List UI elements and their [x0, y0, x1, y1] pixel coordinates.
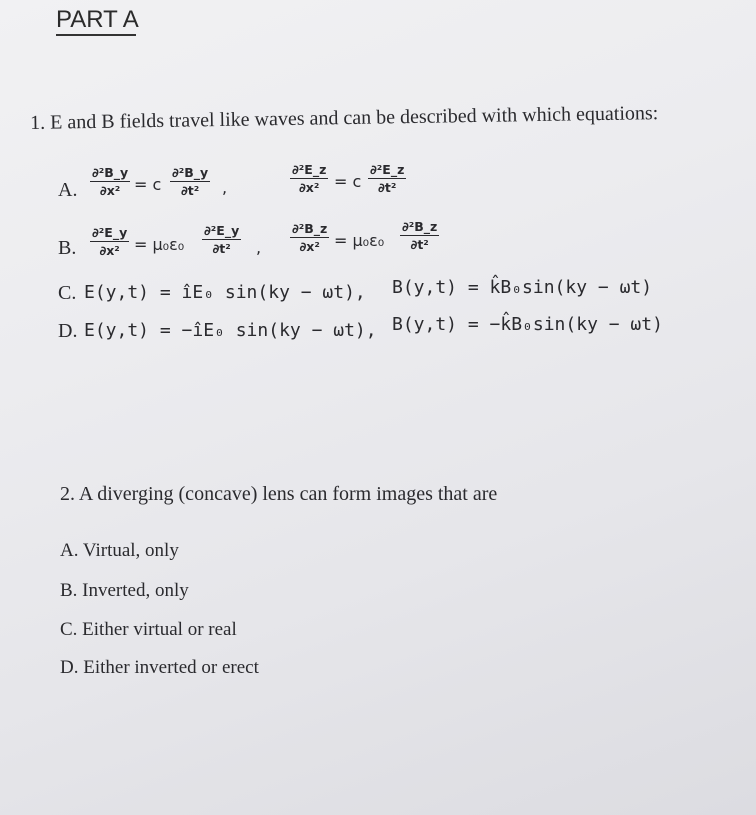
question-2-text: 2. A diverging (concave) lens can form images that are: [60, 483, 498, 505]
option-b-eq1-operator: = μ₀ε₀: [134, 235, 185, 254]
option-a-eq1-operator: = c: [134, 175, 162, 194]
q2-option-b: B. Inverted, only: [60, 580, 189, 601]
fraction-denominator: ∂x²: [299, 239, 320, 255]
part-title-underline: [56, 34, 136, 36]
option-b-eq2-lhs: [290, 221, 329, 254]
fraction-bar: [290, 178, 328, 179]
q2-option-a: A. Virtual, only: [60, 540, 179, 561]
option-a-eq2-rhs: [368, 162, 406, 195]
question-1-text: 1. E and B fields travel like waves and can be described with which equations:: [30, 102, 659, 134]
fraction-denominator: ∂x²: [99, 183, 121, 199]
fraction-numerator: ∂²B_z: [402, 219, 438, 234]
fraction-numerator: ∂²B_z: [292, 221, 328, 236]
option-d-label: D.: [58, 320, 78, 342]
fraction-denominator: ∂t²: [180, 183, 200, 199]
fraction-denominator: ∂x²: [99, 243, 120, 259]
fraction-numerator: ∂²B_y: [92, 165, 129, 180]
fraction-bar: [90, 241, 129, 242]
option-a-eq1-lhs: [90, 165, 130, 198]
option-a-eq1-comma: ,: [222, 178, 228, 197]
fraction-numerator: ∂²E_z: [370, 162, 405, 177]
q2-option-d: D. Either inverted or erect: [60, 657, 259, 678]
fraction-bar: [400, 235, 439, 236]
fraction-bar: [368, 178, 406, 179]
fraction-bar: [90, 181, 130, 182]
fraction-numerator: ∂²E_y: [204, 223, 240, 238]
fraction-denominator: ∂t²: [410, 237, 429, 253]
option-c-b-field-equation: B(y,t) = k̂B₀sin(ky − ωt): [392, 277, 653, 298]
option-d-b-field-equation: B(y,t) = −k̂B₀sin(ky − ωt): [392, 314, 663, 335]
fraction-numerator: ∂²E_y: [92, 225, 128, 240]
fraction-bar: [202, 239, 241, 240]
fraction-bar: [170, 181, 210, 182]
option-c-label: C.: [58, 282, 77, 304]
fraction-denominator: ∂t²: [212, 241, 231, 257]
option-b-eq2-rhs: [400, 219, 439, 252]
fraction-denominator: ∂x²: [299, 180, 320, 196]
option-b-label: B.: [58, 237, 77, 259]
option-c-e-field-equation: E(y,t) = îE₀ sin(ky − ωt),: [84, 282, 366, 303]
fraction-bar: [290, 237, 329, 238]
fraction-denominator: ∂t²: [378, 180, 397, 196]
q2-option-c: C. Either virtual or real: [60, 619, 237, 640]
option-a-eq2-operator: = c: [334, 172, 362, 191]
option-a-eq1-rhs: [170, 165, 210, 198]
option-b-eq1-lhs: [90, 225, 129, 258]
option-b-eq1-comma: ,: [256, 238, 262, 257]
part-title: PART A: [56, 6, 139, 33]
fraction-numerator: ∂²E_z: [292, 162, 327, 177]
fraction-numerator: ∂²B_y: [172, 165, 209, 180]
option-d-e-field-equation: E(y,t) = −îE₀ sin(ky − ωt),: [84, 320, 377, 341]
option-a-label: A.: [58, 179, 78, 201]
option-a-eq2-lhs: [290, 162, 328, 195]
option-b-eq1-rhs: [202, 223, 241, 256]
option-b-eq2-operator: = μ₀ε₀: [334, 231, 385, 250]
